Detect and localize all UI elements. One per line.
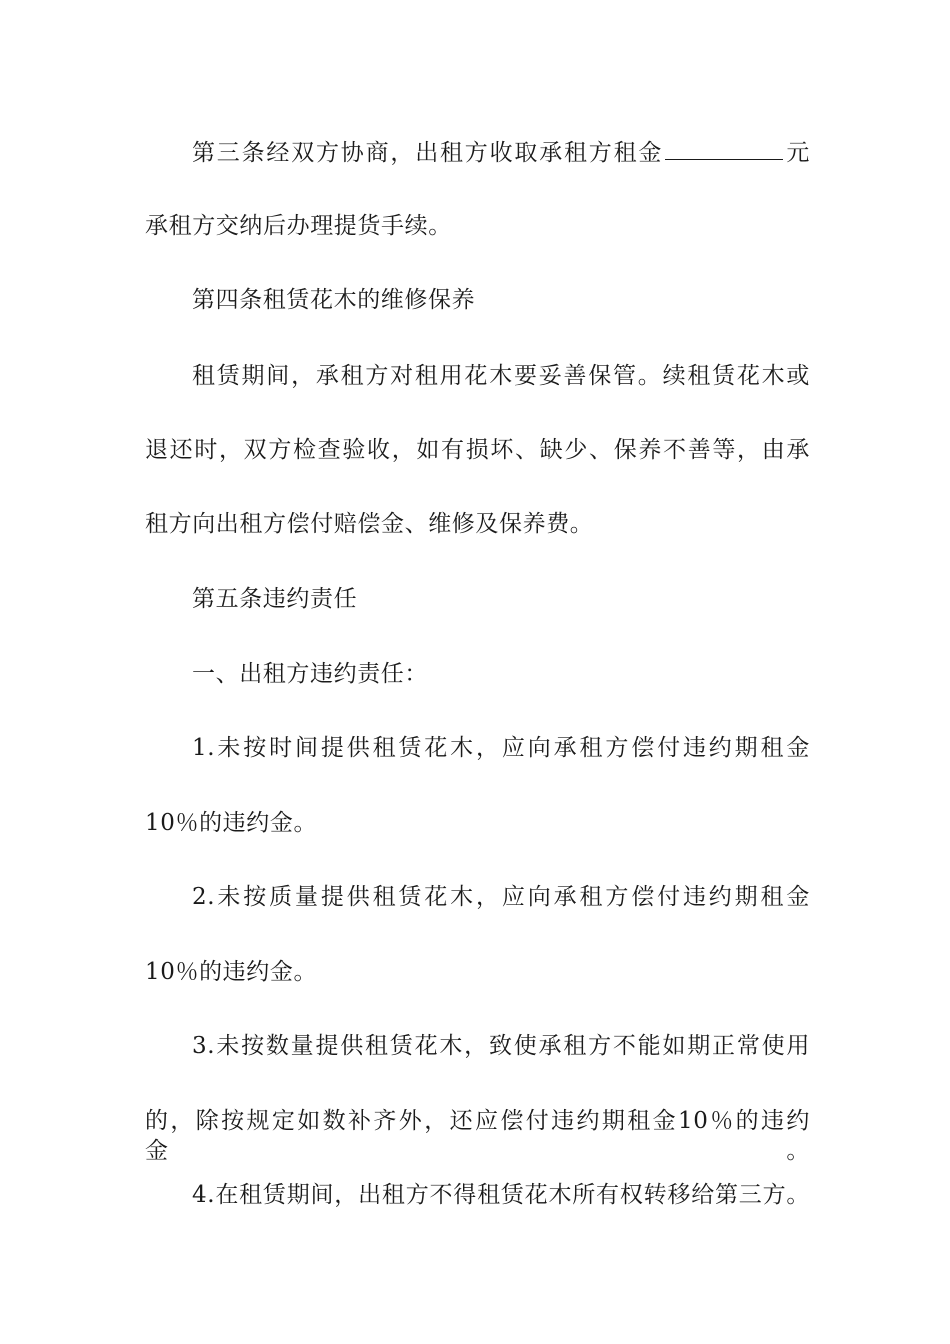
- article3-text-after-blank: 元: [785, 140, 810, 166]
- item3-line2: 的，除按规定如数补齐外，还应偿付违约期租金10％的违约金。: [145, 1108, 810, 1164]
- item2-line2: 10％的违约金。: [145, 959, 318, 985]
- article4-title: 第四条租赁花木的维修保养: [192, 287, 476, 313]
- item2-line1: 2.未按质量提供租赁花木，应向承租方偿付违约期租金: [192, 884, 810, 910]
- item1-line1: 1.未按时间提供租赁花木，应向承租方偿付违约期租金: [192, 735, 810, 761]
- section1-title: 一、出租方违约责任：: [192, 661, 428, 687]
- item4-line1: 4.在租赁期间，出租方不得租赁花木所有权转移给第三方。: [192, 1182, 810, 1208]
- article5-title: 第五条违约责任: [192, 586, 358, 612]
- rent-amount-blank[interactable]: [665, 137, 783, 160]
- article3-line2: 承租方交纳后办理提货手续。: [145, 213, 452, 239]
- article4-body-line1: 租赁期间，承租方对租用花木要妥善保管。续租赁花木或: [192, 363, 810, 389]
- article3-text-before-blank: 第三条经双方协商，出租方收取承租方租金: [192, 140, 664, 166]
- article3-line1: [192, 137, 810, 168]
- item1-line2: 10％的违约金。: [145, 810, 318, 836]
- article4-body-line2: 退还时，双方检查验收，如有损坏、缺少、保养不善等，由承: [145, 437, 810, 463]
- article4-body-line3: 租方向出租方偿付赔偿金、维修及保养费。: [145, 511, 594, 537]
- item3-line1: 3.未按数量提供租赁花木，致使承租方不能如期正常使用: [192, 1033, 810, 1059]
